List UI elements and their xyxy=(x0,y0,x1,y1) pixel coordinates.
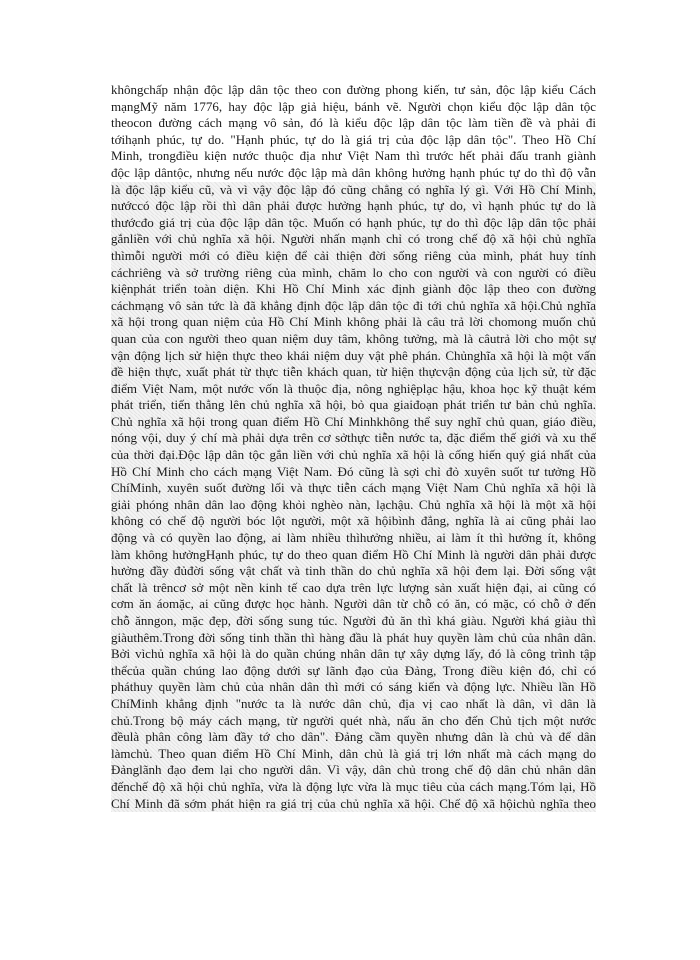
text-line: chủ.Trong bộ máy cách mạng, từ người quét nhà, nấu ăn cho đến Chủ tịch một nước xyxy=(111,712,596,728)
text-line: mạngMỹ năm 1776, hay độc lập giả hiệu, bánh vẽ. Người chọn kiểu độc lập dân tộc xyxy=(111,98,596,114)
text-line: là độc lập kiểu cũ, và vì vậy độc lập đó cũng chẳng có nghĩa lý gì. Với Hồ Chí Minh, xyxy=(111,181,596,197)
text-line: giàuthêm.Trong đời sống tinh thần thì hàng đầu là phát huy quyền làm chủ của nhân dân. xyxy=(111,629,596,645)
text-line: phát triển, tiến thẳng lên chủ nghĩa xã hội, bỏ qua giaiđoạn phát triển tư bản chủ nghĩa. xyxy=(111,397,596,413)
text-line: làm không hưởngHạnh phúc, tự do theo quan điểm Hồ Chí Minh là người dân phải được xyxy=(111,546,596,562)
text-line: thìmỗi người mới có điều kiện để cải thiện đời sống riêng của mình, phát huy tính xyxy=(111,247,596,263)
text-line: xã hội trong quan niệm của Hồ Chí Minh không phải là câu trả lời chomong muốn chủ xyxy=(111,314,596,330)
text-line: thểcủa quần chúng lao động dưới sự lãnh đạo của Đảng, Trong điều kiện đó, chỉ có xyxy=(111,662,596,678)
text-line: nóng vội, duy ý chí mà phải dựa trên cơ sởthực tiễn nước ta, đặc điểm thế giới và xu thế xyxy=(111,430,596,446)
text-line: hưởng đầy đủđời sống vật chất và tinh thần do chủ nghĩa xã hội đem lại. Đời sống vật xyxy=(111,563,596,579)
text-line: Minh, trongđiều kiện nước thuộc địa như Việt Nam thì trước hết phải đấu tranh giành xyxy=(111,148,596,164)
text-line: Bởi vìchủ nghĩa xã hội là do quần chúng nhân dân tự xây dựng lấy, đó là công trình tập xyxy=(111,646,596,662)
text-line: pháthuy quyền làm chủ của nhân dân thì mới có sáng kiến và động lực. Nhiều lần Hồ xyxy=(111,679,596,695)
text-line: động và có quyền lao động, ai làm nhiều thìhưởng nhiều, ai làm ít thì hưởng ít, không xyxy=(111,530,596,546)
text-line: kiệnphát triển toàn diện. Khi Hồ Chí Minh xác định giành độc lập theo con đường xyxy=(111,281,596,297)
text-line: cáchriêng và sở trường riêng của mình, chăm lo cho con người và con người có điều xyxy=(111,264,596,280)
text-line: thướcđo giá trị của độc lập dân tộc. Muốn có hạnh phúc, tự do thì độc lập dân tộc phải xyxy=(111,214,596,230)
text-line: ChíMinh, xuyên suốt đường lối và thực tiễn cách mạng Việt Nam Chủ nghĩa xã hội là xyxy=(111,480,596,496)
text-line: giải phóng nhân dân lao động khỏi nghèo nàn, lạchậu. Chủ nghĩa xã hội là một xã hội xyxy=(111,496,596,512)
body-paragraph xyxy=(111,82,596,812)
text-line: gắnliền với chủ nghĩa xã hội. Người nhấn mạnh chỉ có trong chế độ xã hội chủ nghĩa xyxy=(111,231,596,247)
text-line: tớihạnh phúc, tự do. "Hạnh phúc, tự do là giá trị của độc lập dân tộc". Theo Hồ Chí xyxy=(111,131,596,147)
text-line: khôngchấp nhận độc lập dân tộc theo con đường phong kiến, tư sản, độc lập kiểu Cách xyxy=(111,82,596,97)
text-line: theocon đường cách mạng vô sản, đó là kiểu độc lập dân tộc làm tiền đề và phải đi xyxy=(111,115,596,131)
text-line: Chí Minh đã sớm phát hiện ra giá trị của chủ nghĩa xã hội. Chế độ xã hộichủ nghĩa theo xyxy=(111,795,596,811)
text-line: cơm ăn áomặc, ai cũng được học hành. Người dân từ chỗ có ăn, có mặc, có chỗ ở đến xyxy=(111,596,596,612)
text-line: nướccó độc lập rồi thì dân phải được hưởng hạnh phúc, tự do, vì hạnh phúc tự do là xyxy=(111,198,596,214)
text-line: của thời đại.Độc lập dân tộc gắn liền với chủ nghĩa xã hội là cống hiến quý giá nhất của xyxy=(111,447,596,463)
text-line: vận động lịch sử hiện thực theo khái niệm duy vật phê phán. Chủnghĩa xã hội là một vấn xyxy=(111,347,596,363)
text-line: không có chế độ người bóc lột người, một xã hộibình đẳng, nghĩa là ai cũng phải lao xyxy=(111,513,596,529)
text-line: Hồ Chí Minh cho cách mạng Việt Nam. Đó cũng là sợi chỉ đỏ xuyên suốt tư tưởng Hồ xyxy=(111,463,596,479)
text-line: đề hiện thực, xuất phát từ thực tiễn khách quan, từ hiện thựcvận động của lịch sử, từ đặc xyxy=(111,364,596,380)
text-line: Chủ nghĩa xã hội trong quan điểm Hồ Chí Minhkhông thể suy nghĩ chủ quan, giáo điều, xyxy=(111,413,596,429)
text-line: chất là trêncơ sở một nền kinh tế cao dựa trên lực lượng sản xuất hiện đại, ai cũng có xyxy=(111,579,596,595)
text-line: điểm Việt Nam, một nước vốn là thuộc địa, nông nghiệplạc hậu, khoa học kỹ thuật kém xyxy=(111,380,596,396)
text-line: chỗ ănngon, mặc đẹp, đời sống sung túc. Người đủ ăn thì khá giàu. Người khá giàu thì xyxy=(111,613,596,628)
text-line: cáchmạng vô sản tức là đã khẳng định độc lập dân tộc đi tới chủ nghĩa xã hội.Chủ nghĩa xyxy=(111,297,596,313)
text-line: độc lập dântộc, nhưng nếu nước độc lập mà dân không hưởng hạnh phúc tự do thì độ vẫn xyxy=(111,164,596,180)
text-line: ChíMinh khẳng định "nước ta là nước dân chủ, địa vị cao nhất là dân, vì dân là xyxy=(111,695,596,711)
text-line: Đảnglãnh đạo đem lại cho người dân. Vì vậy, dân chủ trong chế độ dân chủ nhân dân xyxy=(111,762,596,778)
text-line: làmchủ. Theo quan điểm Hồ Chí Minh, dân chủ là giá trị lớn nhất mà cách mạng do xyxy=(111,745,596,761)
text-line: đềulà phân công làm đầy tớ cho dân". Đảng cầm quyền nhưng dân là chủ và để dân xyxy=(111,729,596,745)
text-line: quan của con người theo quan niệm duy tâm, không tưởng, mà là câutrả lời cho một sự xyxy=(111,330,596,346)
text-line: đếnchế độ xã hội chủ nghĩa, vừa là động lực vừa là mục tiêu của cách mạng.Tóm lại, Hồ xyxy=(111,778,596,794)
